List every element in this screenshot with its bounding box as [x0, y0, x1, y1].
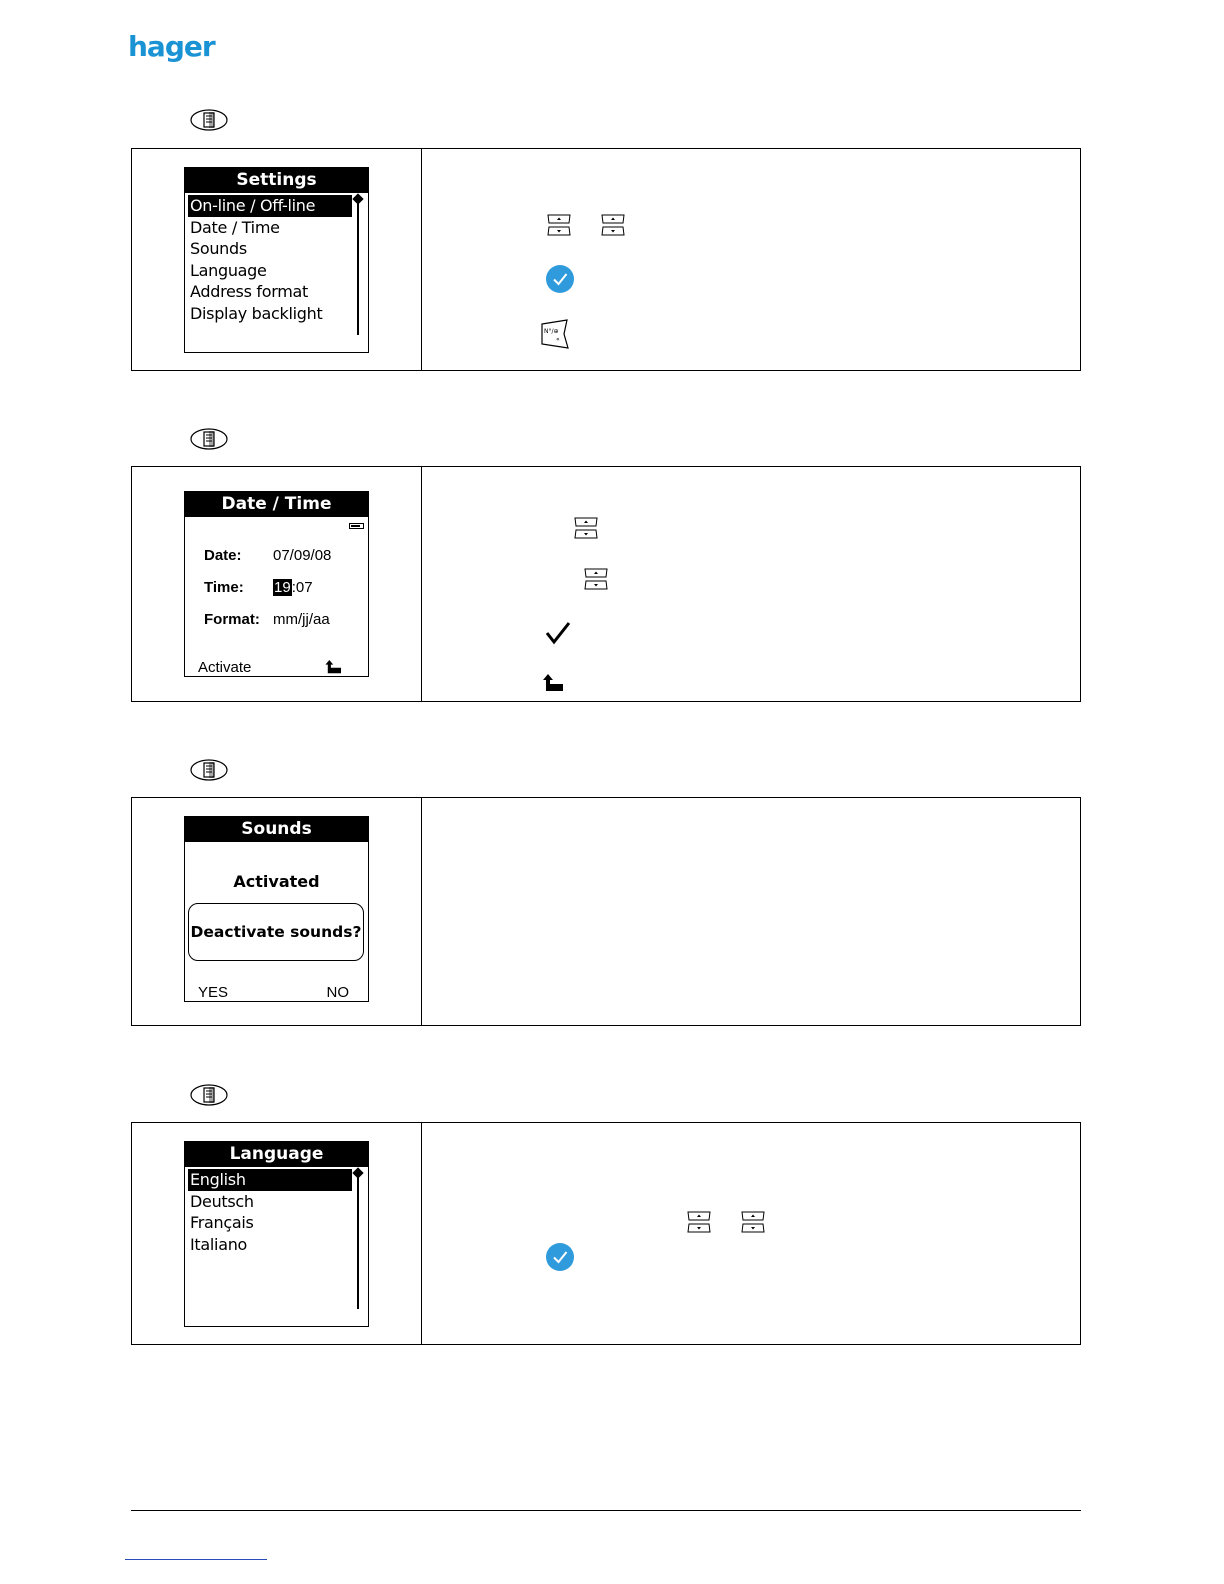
- no-softkey[interactable]: NO: [326, 984, 349, 1001]
- menu-item-address-format[interactable]: Address format: [190, 282, 308, 302]
- yes-softkey[interactable]: YES: [198, 984, 229, 1001]
- menu-item-online-offline[interactable]: On-line / Off-line: [188, 195, 352, 217]
- settings-menu: [188, 195, 352, 325]
- checkmark-icon: [545, 620, 571, 646]
- time-hour-field[interactable]: 19: [274, 579, 291, 596]
- section-divider: [421, 798, 422, 1025]
- confirm-button-icon: [545, 264, 575, 294]
- date-label: Date:: [204, 547, 242, 564]
- time-separator: :: [291, 579, 296, 596]
- section-divider: [421, 467, 422, 701]
- language-section: [131, 1122, 1081, 1345]
- handheld-device-icon: [190, 428, 228, 450]
- section-divider: [421, 1123, 422, 1344]
- language-item-deutsch[interactable]: Deutsch: [190, 1191, 254, 1211]
- language-screen-title: Language: [185, 1142, 368, 1167]
- language-screen: [184, 1141, 369, 1327]
- language-item-english[interactable]: English: [188, 1169, 352, 1191]
- date-value[interactable]: 07/09/08: [273, 547, 332, 564]
- brand-logo: hager: [128, 30, 215, 63]
- datetime-screen-title: Date / Time: [185, 492, 368, 517]
- language-menu: [188, 1169, 352, 1255]
- footer-rule: [131, 1510, 1081, 1511]
- back-arrow-icon: [543, 674, 565, 692]
- nav-key-icon: [540, 319, 570, 349]
- footer-link-underline[interactable]: [125, 1559, 267, 1560]
- section-divider: [421, 149, 422, 370]
- up-down-key-icon: [584, 566, 608, 592]
- settings-screen: [184, 167, 369, 353]
- handheld-device-icon: [190, 1084, 228, 1106]
- deactivate-sounds-prompt: Deactivate sounds?: [188, 903, 364, 961]
- language-item-italiano[interactable]: Italiano: [190, 1234, 248, 1254]
- down-key-icon: [741, 1209, 765, 1235]
- up-down-key-icon: [574, 515, 598, 541]
- confirm-button-icon: [545, 1242, 575, 1272]
- sounds-screen: [184, 816, 369, 1002]
- sounds-screen-title: Sounds: [185, 817, 368, 842]
- handheld-device-icon: [190, 109, 228, 131]
- datetime-section: [131, 466, 1081, 702]
- activate-softkey-label[interactable]: Activate: [198, 659, 252, 676]
- menu-item-sounds[interactable]: Sounds: [190, 239, 247, 259]
- down-key-icon: [601, 212, 625, 238]
- scrollbar[interactable]: [357, 203, 359, 335]
- handheld-device-icon: [190, 759, 228, 781]
- time-minute-field[interactable]: 07: [295, 579, 313, 596]
- menu-item-language[interactable]: Language: [190, 260, 267, 280]
- up-key-icon: [547, 212, 571, 238]
- up-key-icon: [687, 1209, 711, 1235]
- scrollbar[interactable]: [357, 1177, 359, 1309]
- menu-item-display-backlight[interactable]: Display backlight: [190, 303, 323, 323]
- battery-icon: [349, 523, 364, 529]
- format-value[interactable]: mm/jj/aa: [273, 611, 330, 628]
- back-arrow-icon[interactable]: [325, 660, 343, 674]
- time-label: Time:: [204, 579, 244, 596]
- sounds-section: [131, 797, 1081, 1026]
- settings-screen-title: Settings: [185, 168, 368, 193]
- sounds-status: Activated: [233, 872, 320, 891]
- datetime-screen: [184, 491, 369, 677]
- settings-section: [131, 148, 1081, 371]
- format-label: Format:: [204, 611, 260, 628]
- time-value: [273, 579, 313, 596]
- language-item-francais[interactable]: Français: [190, 1213, 254, 1233]
- menu-item-date-time[interactable]: Date / Time: [190, 217, 280, 237]
